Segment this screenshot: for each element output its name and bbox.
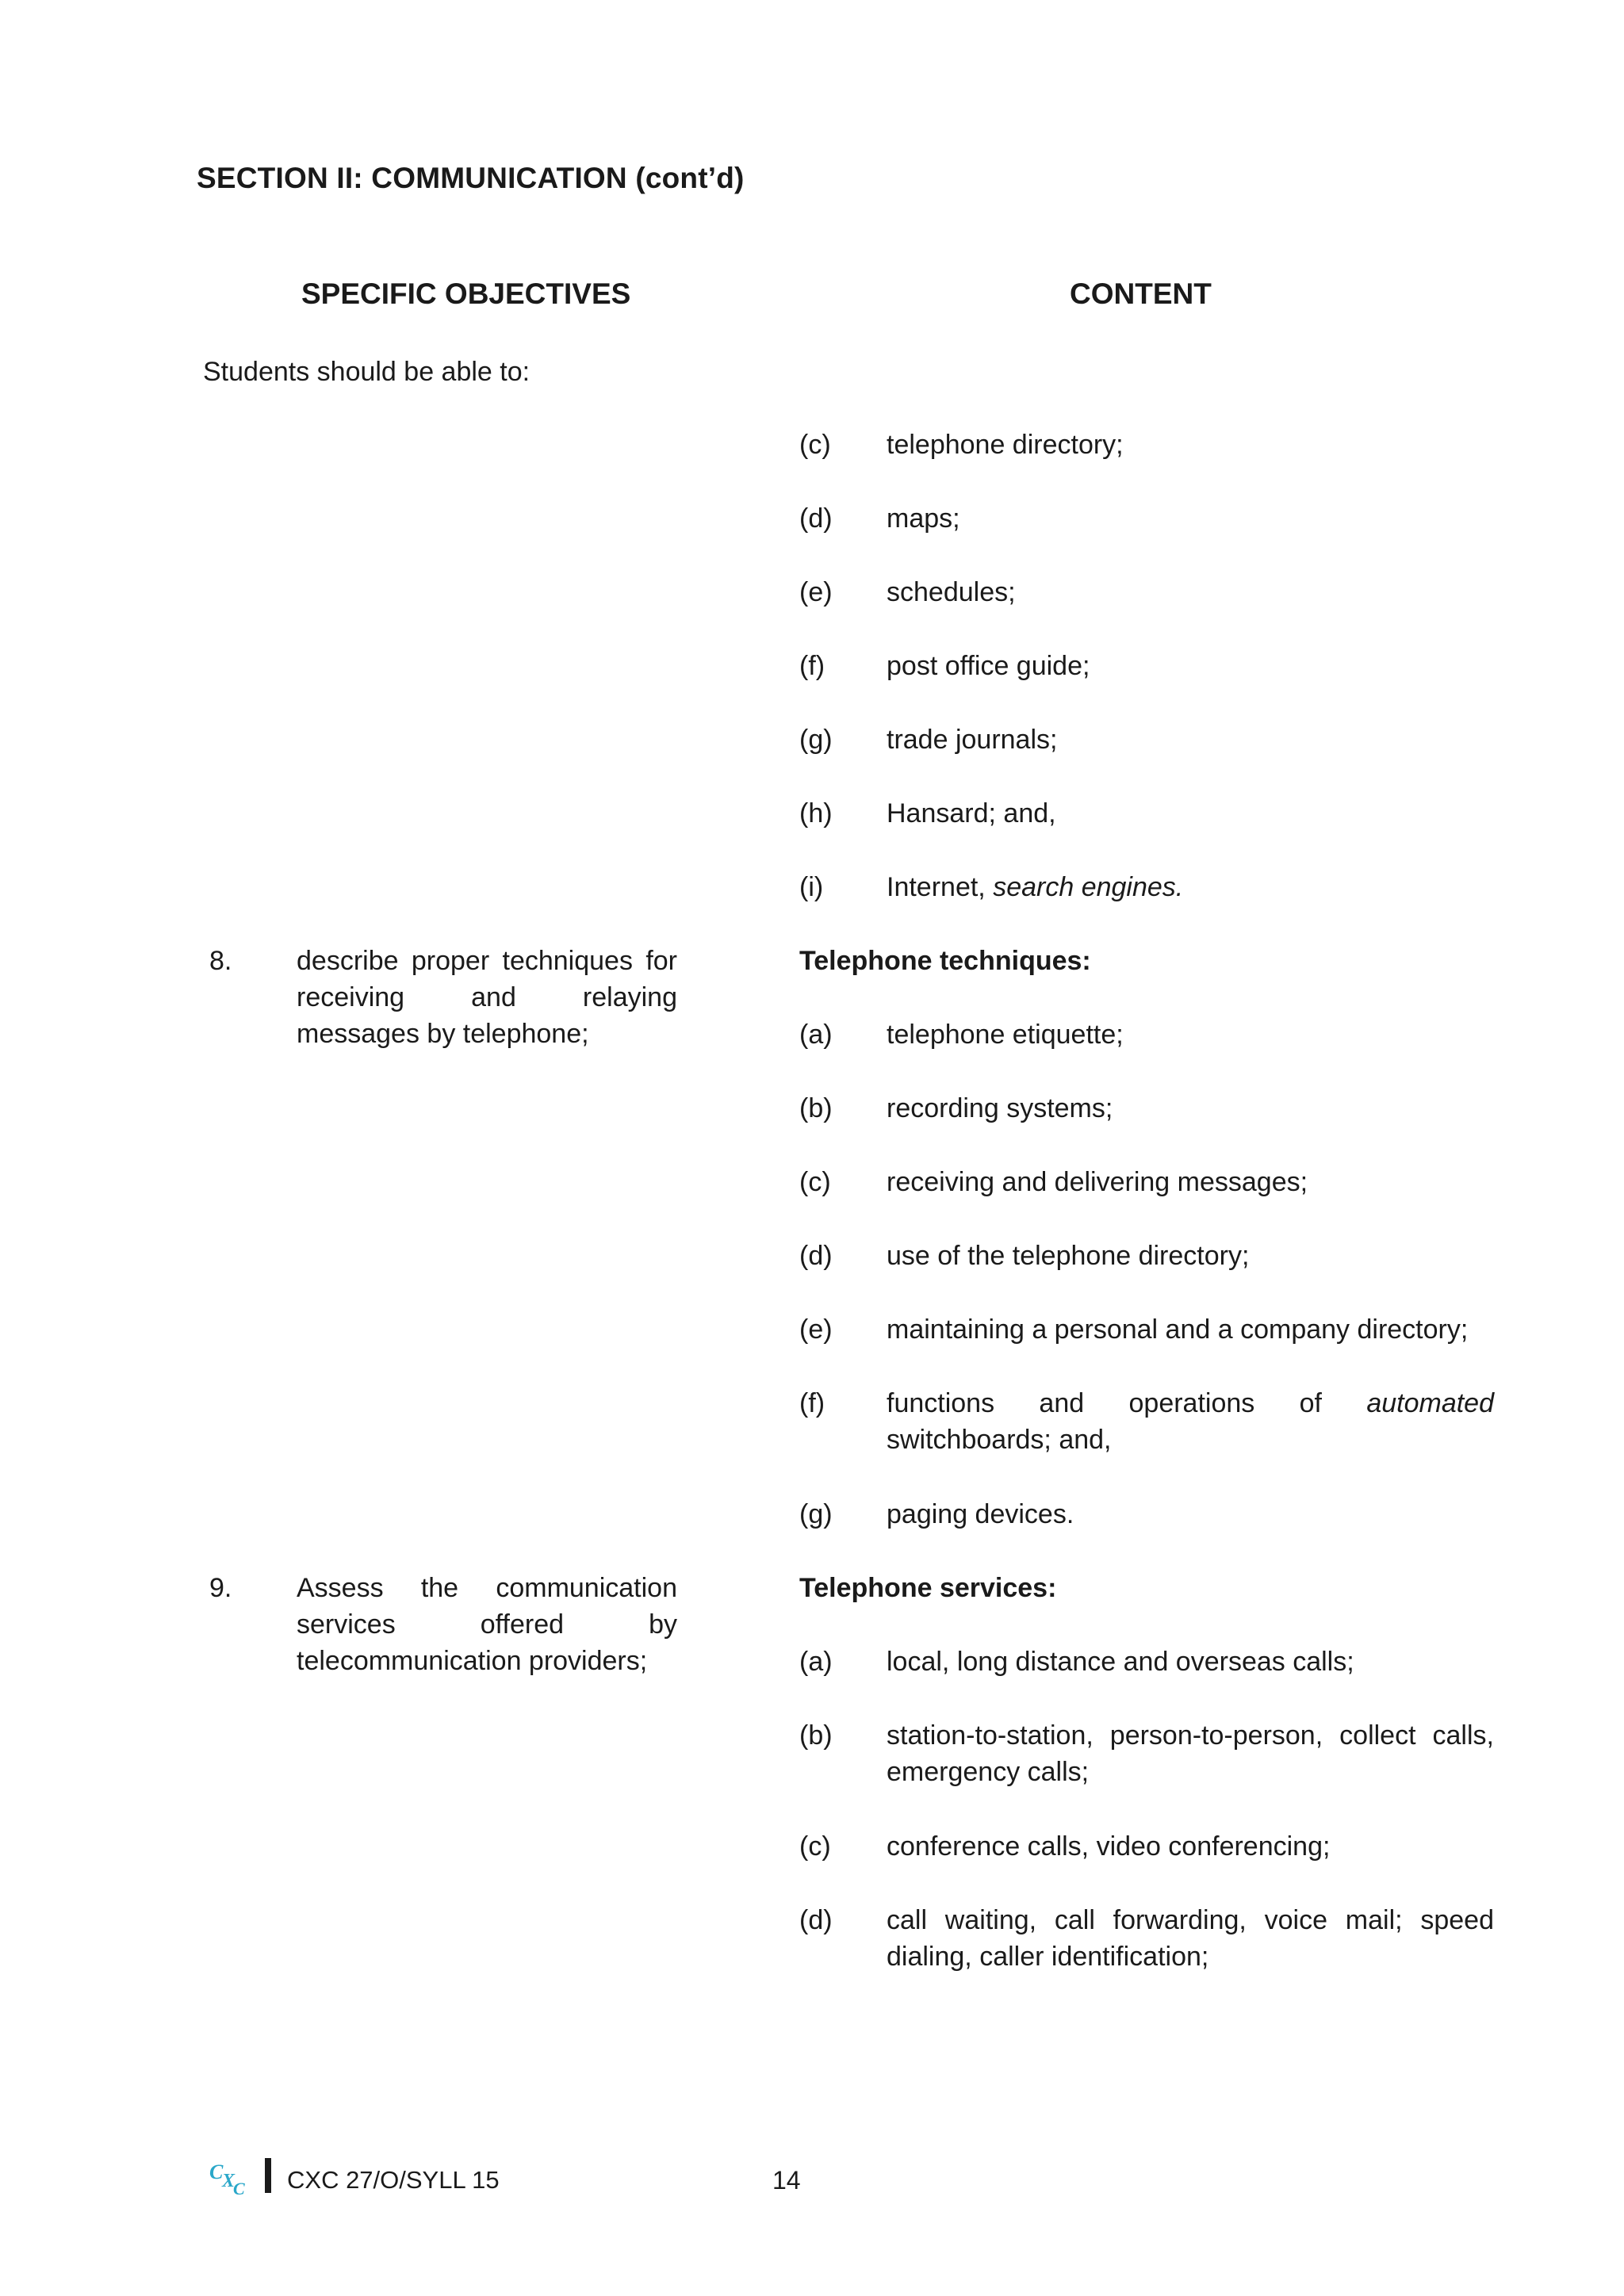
content-item — [799, 721, 1494, 758]
item-label: (a) — [799, 1020, 833, 1050]
item-label: (g) — [799, 725, 833, 755]
intro-text: Students should be able to: — [203, 357, 530, 387]
item-label: (h) — [799, 798, 833, 828]
telephone-services-heading: Telephone services: — [799, 1573, 1057, 1603]
content-item — [799, 1238, 1494, 1274]
content-heading: CONTENT — [1070, 277, 1212, 310]
item-text: use of the telephone directory; — [887, 1241, 1250, 1271]
item-text-plain: functions and operations of — [887, 1388, 1367, 1418]
content-item — [799, 1644, 1494, 1680]
content-item — [799, 1828, 1494, 1865]
content-item — [799, 1090, 1494, 1127]
item-text: local, long distance and overseas calls; — [887, 1647, 1354, 1677]
objective-text: Assess the communication services offered by telecommunication providers; — [297, 1573, 677, 1676]
item-text: conference calls, video conferencing; — [887, 1831, 1331, 1862]
item-label: (d) — [799, 1905, 833, 1935]
item-label: (c) — [799, 1831, 831, 1862]
item-label: (f) — [799, 1388, 825, 1418]
item-label: (d) — [799, 503, 833, 534]
page-number: 14 — [772, 2166, 801, 2195]
item-text-italic: search engines. — [993, 872, 1184, 902]
content-item — [799, 1496, 1494, 1533]
content-item — [799, 574, 1494, 610]
section-title: SECTION II: COMMUNICATION (cont’d) — [197, 162, 745, 194]
item-text: recording systems; — [887, 1093, 1113, 1123]
page-footer — [208, 2158, 842, 2198]
item-text-plain: Internet, — [887, 872, 994, 902]
content-item — [799, 1311, 1494, 1348]
item-text: maintaining a personal and a company directory; — [887, 1314, 1469, 1345]
content-item — [799, 1016, 1494, 1053]
svg-text:C: C — [233, 2179, 245, 2198]
item-text: paging devices. — [887, 1499, 1074, 1529]
objective-9 — [209, 1570, 677, 1679]
item-text-italic: automated — [1366, 1388, 1494, 1418]
objective-number: 9. — [209, 1573, 232, 1603]
item-label: (e) — [799, 1314, 833, 1345]
objective-text: describe proper techniques for receiving and relaying messages by telephone; — [297, 946, 677, 1049]
item-label: (d) — [799, 1241, 833, 1271]
item-text: call waiting, call forwarding, voice mail; speed dialing, caller identification; — [887, 1905, 1494, 1972]
content-item — [799, 1164, 1494, 1200]
content-item — [799, 1385, 1494, 1458]
item-label: (b) — [799, 1093, 833, 1123]
item-text — [887, 1385, 1494, 1458]
objectives-heading: SPECIFIC OBJECTIVES — [301, 277, 631, 310]
svg-text:X: X — [222, 2171, 236, 2191]
item-label: (c) — [799, 430, 831, 460]
syllabus-code: CXC 27/O/SYLL 15 — [287, 2166, 500, 2194]
item-label: (c) — [799, 1167, 831, 1197]
objective-number: 8. — [209, 946, 232, 976]
telephone-techniques-heading: Telephone techniques: — [799, 946, 1091, 976]
item-label: (a) — [799, 1647, 833, 1677]
objective-8 — [209, 943, 677, 1052]
item-text — [887, 869, 1494, 905]
content-item — [799, 1717, 1494, 1790]
svg-text:C: C — [209, 2160, 224, 2183]
item-text: maps; — [887, 503, 960, 534]
item-text-plain: switchboards; and, — [887, 1425, 1112, 1455]
content-item — [799, 795, 1494, 832]
item-label: (b) — [799, 1720, 833, 1751]
item-text: schedules; — [887, 577, 1016, 607]
item-label: (g) — [799, 1499, 833, 1529]
item-text: Hansard; and, — [887, 798, 1056, 828]
item-text: trade journals; — [887, 725, 1058, 755]
item-text: station-to-station, person-to-person, collect calls, emergency calls; — [887, 1720, 1494, 1787]
content-item — [799, 500, 1494, 537]
footer-divider — [265, 2158, 271, 2193]
content-item — [799, 648, 1494, 684]
item-label: (i) — [799, 872, 824, 902]
content-item — [799, 869, 1494, 905]
item-text: telephone directory; — [887, 430, 1124, 460]
content-item — [799, 427, 1494, 463]
item-text: telephone etiquette; — [887, 1020, 1124, 1050]
item-label: (e) — [799, 577, 833, 607]
content-item — [799, 1902, 1494, 1975]
cxc-logo-icon — [208, 2158, 255, 2198]
item-text: receiving and delivering messages; — [887, 1167, 1308, 1197]
item-label: (f) — [799, 651, 825, 681]
item-text: post office guide; — [887, 651, 1090, 681]
